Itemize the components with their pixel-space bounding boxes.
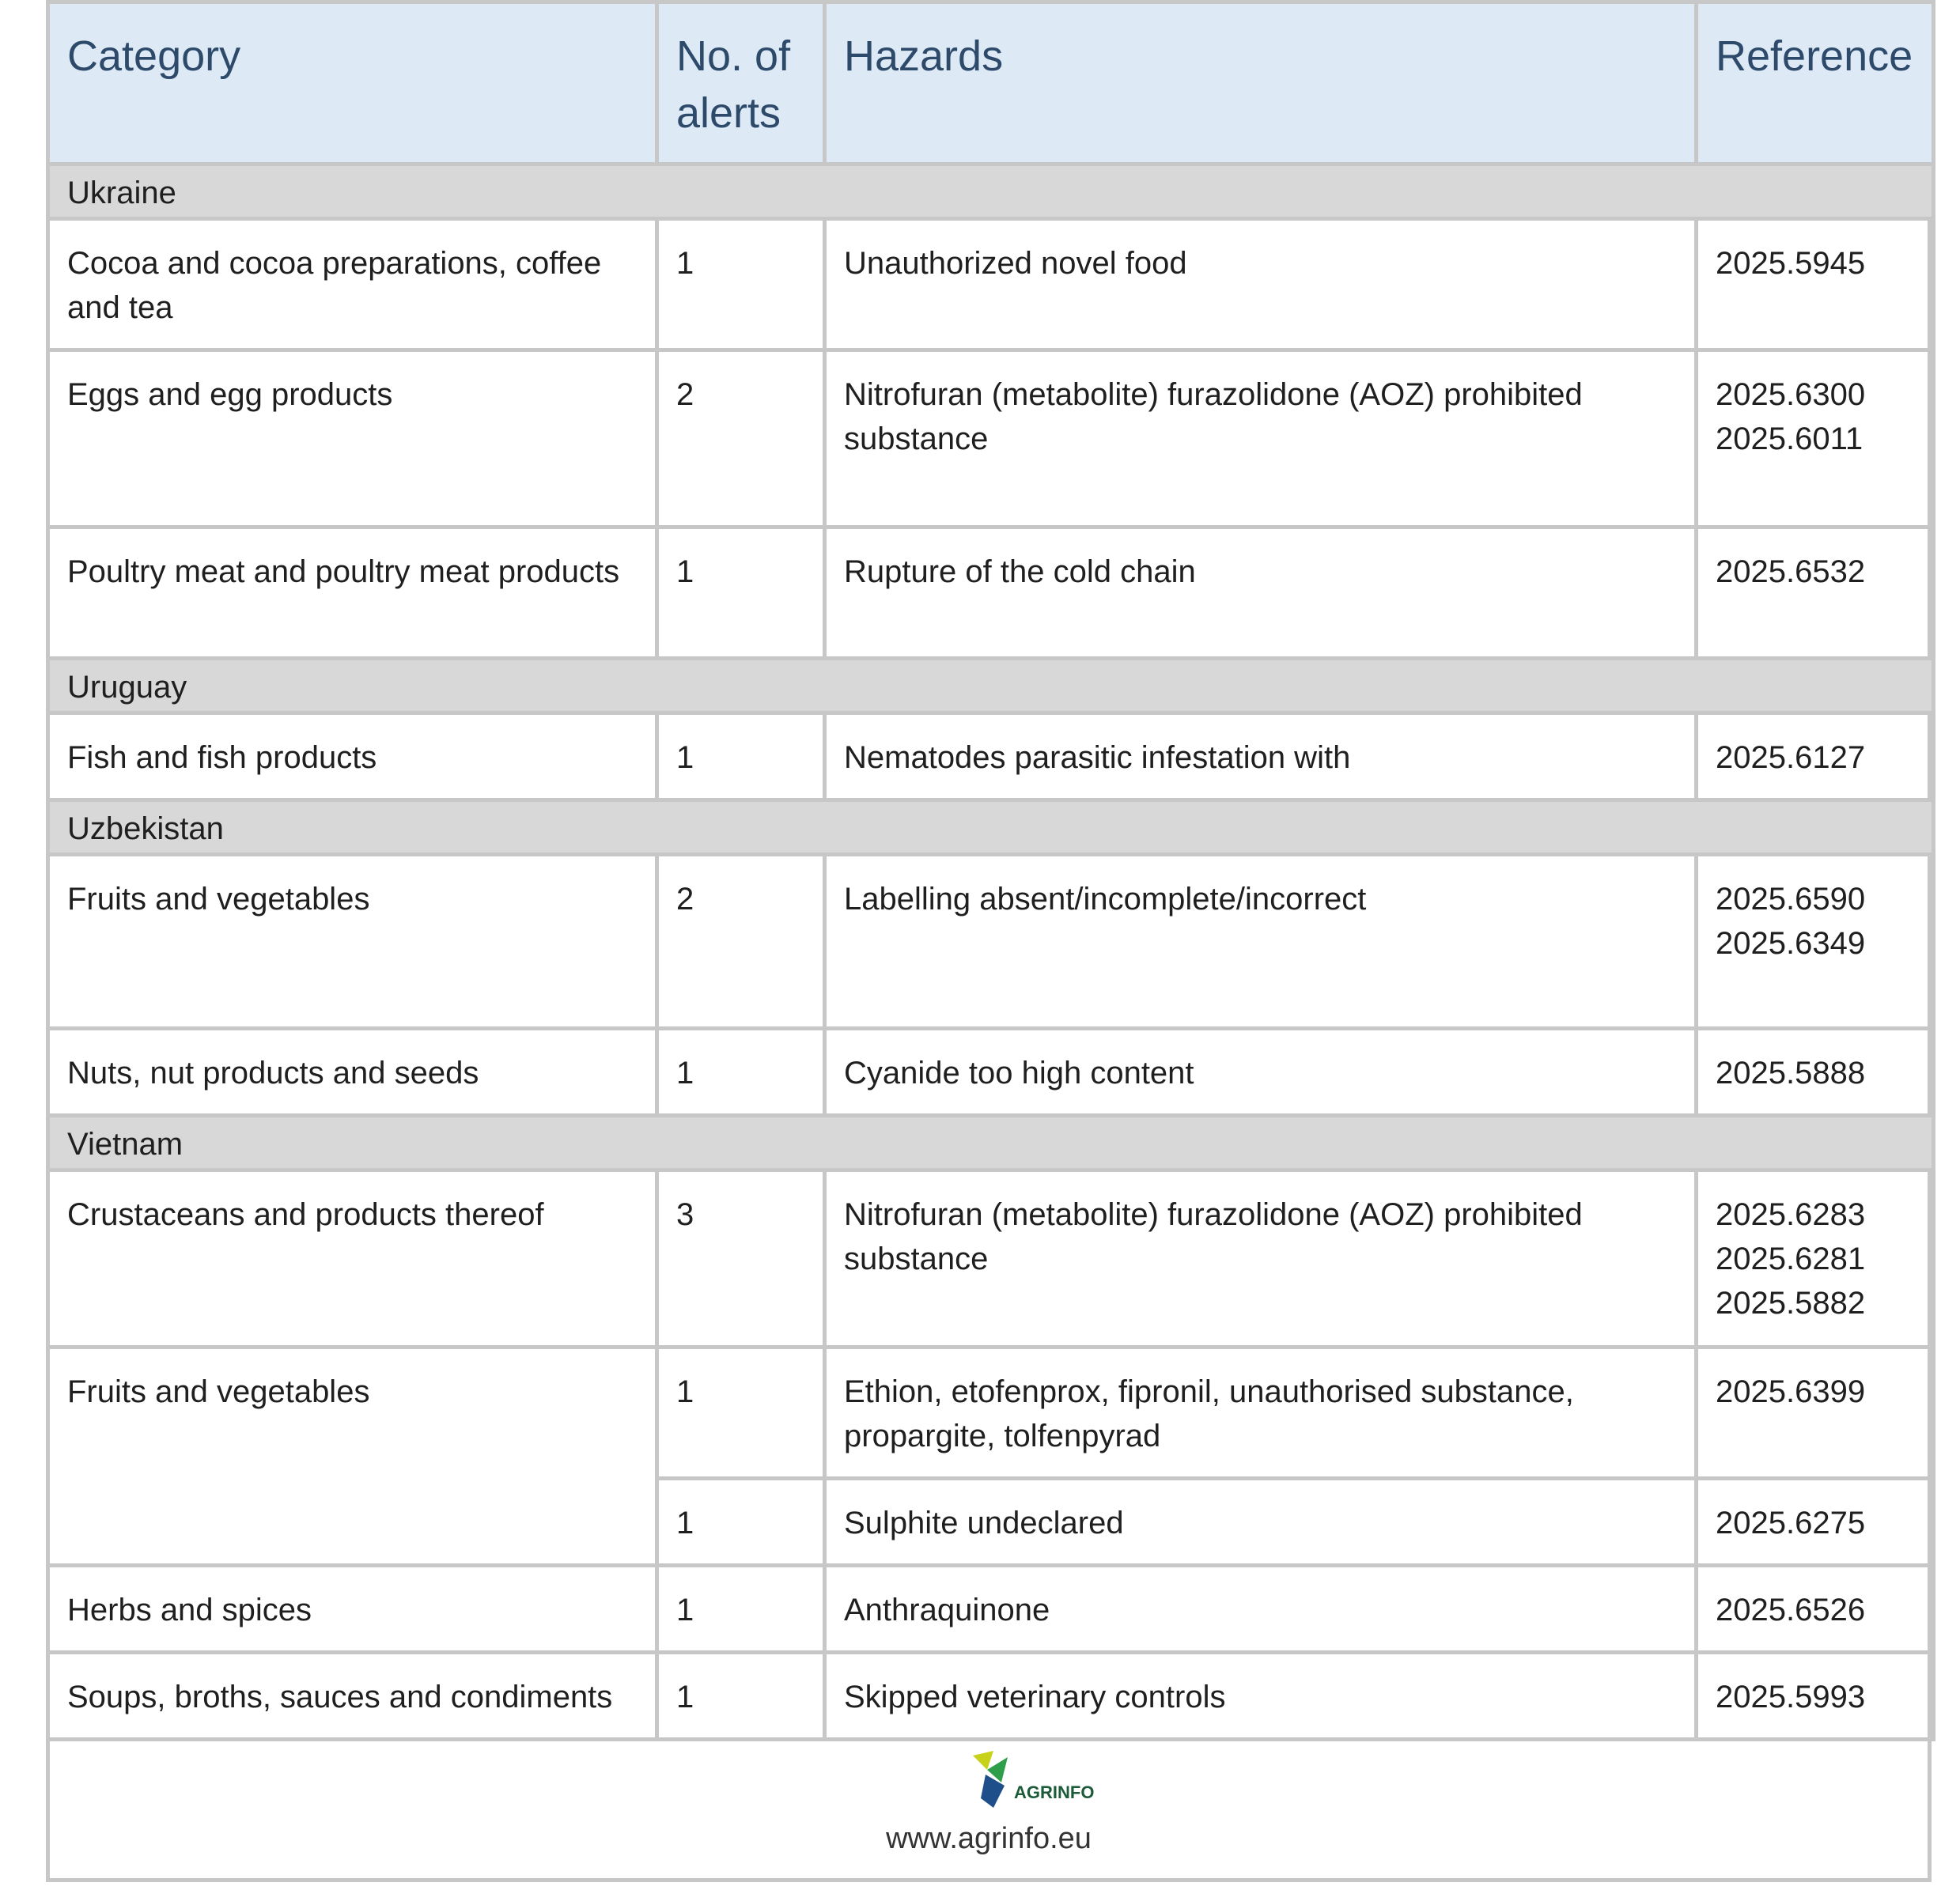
reference-value: 2025.6399 xyxy=(1716,1374,1866,1409)
alerts-cell: 2 xyxy=(657,855,825,1029)
reference-value: 2025.6532 xyxy=(1716,554,1866,589)
table-header-row xyxy=(48,2,1934,164)
reference-cell xyxy=(1697,1348,1934,1479)
reference-cell xyxy=(1697,527,1934,659)
reference-value: 2025.6590 xyxy=(1716,882,1866,917)
reference-cell xyxy=(1697,219,1934,350)
table-row xyxy=(48,1348,1934,1479)
country-name: Uruguay xyxy=(48,659,1934,713)
category-cell: Fruits and vegetables xyxy=(48,1348,657,1566)
country-name: Vietnam xyxy=(48,1116,1934,1170)
reference-cell xyxy=(1697,1566,1934,1653)
logo-wordmark: AGRINFO xyxy=(1014,1782,1095,1802)
header-category: Category xyxy=(48,2,657,164)
reference-cell xyxy=(1697,713,1934,800)
reference-value: 2025.5882 xyxy=(1716,1286,1866,1321)
table-row xyxy=(48,1170,1934,1348)
category-cell: Crustaceans and products thereof xyxy=(48,1170,657,1348)
alerts-cell: 1 xyxy=(657,713,825,800)
reference-value: 2025.6349 xyxy=(1716,926,1866,961)
header-alerts: No. of alerts xyxy=(657,2,825,164)
alerts-cell: 1 xyxy=(657,1348,825,1479)
reference-value: 2025.6127 xyxy=(1716,740,1866,775)
hazard-cell: Rupture of the cold chain xyxy=(825,527,1697,659)
hazard-cell: Cyanide too high content xyxy=(825,1029,1697,1116)
category-cell: Fruits and vegetables xyxy=(48,855,657,1029)
reference-value: 2025.6281 xyxy=(1716,1242,1866,1276)
header-reference: Reference xyxy=(1697,2,1934,164)
reference-value: 2025.6526 xyxy=(1716,1593,1866,1627)
category-cell: Herbs and spices xyxy=(48,1566,657,1653)
reference-value: 2025.5993 xyxy=(1716,1680,1866,1714)
footer-url[interactable]: www.agrinfo.eu xyxy=(886,1822,1092,1855)
category-cell: Cocoa and cocoa preparations, coffee and tea xyxy=(48,219,657,350)
hazard-cell: Nitrofuran (metabolite) furazolidone (AOZ) prohibited substance xyxy=(825,350,1697,527)
category-cell: Fish and fish products xyxy=(48,713,657,800)
table-row xyxy=(48,1029,1934,1116)
country-row xyxy=(48,800,1934,855)
alerts-cell: 1 xyxy=(657,1479,825,1566)
reference-cell xyxy=(1697,1479,1934,1566)
alerts-cell: 3 xyxy=(657,1170,825,1348)
reference-value: 2025.5945 xyxy=(1716,246,1866,281)
country-row xyxy=(48,164,1934,219)
alerts-cell: 2 xyxy=(657,350,825,527)
reference-value: 2025.6283 xyxy=(1716,1197,1866,1232)
reference-cell xyxy=(1697,350,1934,527)
hazard-cell: Nitrofuran (metabolite) furazolidone (AOZ) prohibited substance xyxy=(825,1170,1697,1348)
table-row xyxy=(48,1566,1934,1653)
hazard-cell: Ethion, etofenprox, fipronil, unauthorised substance, propargite, tolfenpyrad xyxy=(825,1348,1697,1479)
country-row xyxy=(48,659,1934,713)
alerts-cell: 1 xyxy=(657,219,825,350)
hazard-cell: Unauthorized novel food xyxy=(825,219,1697,350)
reference-cell xyxy=(1697,855,1934,1029)
category-cell: Eggs and egg products xyxy=(48,350,657,527)
reference-value: 2025.5888 xyxy=(1716,1056,1866,1091)
hazard-cell: Anthraquinone xyxy=(825,1566,1697,1653)
alerts-cell: 1 xyxy=(657,1029,825,1116)
hazard-cell: Skipped veterinary controls xyxy=(825,1653,1697,1740)
logo-leaf-yellow xyxy=(973,1751,993,1770)
table-row xyxy=(48,855,1934,1029)
alerts-cell: 1 xyxy=(657,527,825,659)
hazard-cell: Nematodes parasitic infestation with xyxy=(825,713,1697,800)
reference-cell xyxy=(1697,1170,1934,1348)
hazard-cell: Labelling absent/incomplete/incorrect xyxy=(825,855,1697,1029)
reference-value: 2025.6300 xyxy=(1716,377,1866,412)
category-cell: Nuts, nut products and seeds xyxy=(48,1029,657,1116)
table-row xyxy=(48,350,1934,527)
country-row xyxy=(48,1116,1934,1170)
table-row xyxy=(48,219,1934,350)
category-cell: Soups, broths, sauces and condiments xyxy=(48,1653,657,1740)
reference-cell xyxy=(1697,1029,1934,1116)
country-name: Uzbekistan xyxy=(48,800,1934,855)
table-row xyxy=(48,713,1934,800)
page-footer xyxy=(46,1726,1932,1882)
hazard-cell: Sulphite undeclared xyxy=(825,1479,1697,1566)
agrinfo-logo xyxy=(970,1751,1104,1811)
alerts-cell: 1 xyxy=(657,1653,825,1740)
reference-value: 2025.6011 xyxy=(1716,421,1864,456)
alerts-cell: 1 xyxy=(657,1566,825,1653)
alerts-table xyxy=(46,0,1935,1741)
table-row xyxy=(48,527,1934,659)
category-cell: Poultry meat and poultry meat products xyxy=(48,527,657,659)
header-hazards: Hazards xyxy=(825,2,1697,164)
reference-value: 2025.6275 xyxy=(1716,1506,1866,1540)
country-name: Ukraine xyxy=(48,164,1934,219)
